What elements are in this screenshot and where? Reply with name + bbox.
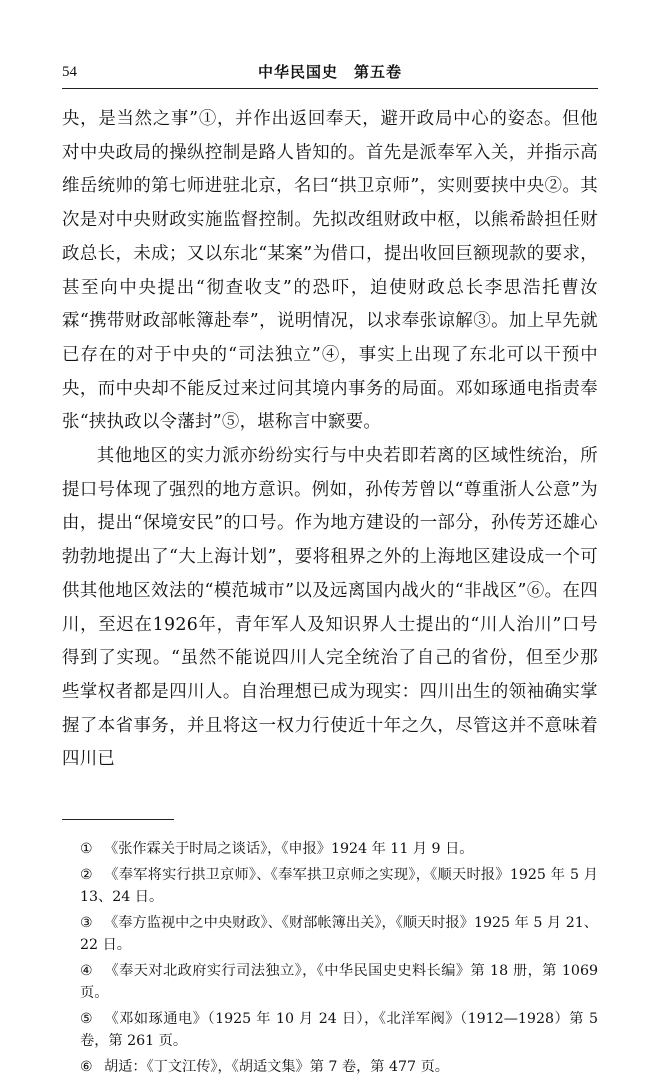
footnote-1 bbox=[62, 838, 598, 860]
footnote-mark: ① bbox=[80, 841, 93, 858]
paragraph-continued: 央，是当然之事”①，并作出返回奉天，避开政局中心的姿态。但他对中央政局的操纵控制是路人皆知的。首先是派奉军入关，并指示高维岳统帅的第七师进驻北京，名曰“拱卫京师”，实则要挟中央②。其次是对中央财政实施监督控制。先拟改组财政中枢，以熊希龄担任财政总长，未成；又以东北“某案”为借口，提出收回巨额现款的要求，甚至向中央提出“彻查收支”的恐吓，迫使财政总长李思浩托曹汝霖“携带财政部帐簿赴奉”，说明情况，以求奉张谅解③。加上早先就已存在的对于中央的“司法独立”④，事实上出现了东北可以干预中央，而中央却不能反过来过问其境内事务的局面。邓如琢通电指责奉张“挟执政以令藩封”⑤，堪称言中窾要。 bbox=[62, 109, 598, 433]
footnote-6 bbox=[62, 1056, 598, 1078]
book-page bbox=[62, 58, 598, 1082]
footnotes bbox=[62, 838, 598, 1078]
footnote-text: 胡适：《丁文江传》，《胡适文集》第 7 卷，第 477 页。 bbox=[104, 1059, 449, 1076]
footnote-mark: ④ bbox=[80, 963, 93, 980]
paragraph-regional-rule: 其他地区的实力派亦纷纷实行与中央若即若离的区域性统治，所提口号体现了强烈的地方意识。例如，孙传芳曾以“尊重浙人公意”为由，提出“保境安民”的口号。作为地方建设的一部分，孙传芳还雄心勃勃地提出了“大上海计划”，要将租界之外的上海地区建设成一个可供其他地区效法的“模范城市”以及远离国内战火的“非战区”⑥。在四川，至迟在1926年，青年军人及知识界人士提出的“川人治川”口号得到了实现。“虽然不能说四川人完全统治了自己的省份，但至少那些掌权者都是四川人。自治理想已成为现实：四川出生的领袖确实掌握了本省事务，并且将这一权力行使近十年之久，尽管这并不意味着四川已 bbox=[62, 446, 598, 770]
footnote-text: 《张作霖关于时局之谈话》，《申报》1924 年 11 月 9 日。 bbox=[104, 841, 474, 858]
footnote-mark: ③ bbox=[80, 915, 93, 932]
header-rule bbox=[62, 88, 598, 89]
footnote-text: 《奉军将实行拱卫京师》、《奉军拱卫京师之实现》，《顺天时报》1925 年 5 月 13、24 日。 bbox=[80, 867, 598, 906]
body-text bbox=[62, 103, 598, 777]
footnote-text: 《邓如琢通电》（1925 年 10 月 24 日），《北洋军阀》（1912—1928）第 5 卷，第 261 页。 bbox=[80, 1011, 598, 1050]
footnote-text: 《奉天对北政府实行司法独立》，《中华民国史史料长编》第 18 册，第 1069 页。 bbox=[80, 963, 598, 1002]
page-header bbox=[62, 58, 598, 86]
footnote-mark: ⑤ bbox=[80, 1011, 93, 1028]
footnote-3 bbox=[62, 912, 598, 956]
footnote-2 bbox=[62, 864, 598, 908]
running-title: 中华民国史 第五卷 bbox=[257, 63, 402, 81]
footnote-mark: ② bbox=[80, 867, 93, 884]
footnote-text: 《奉方监视中之中央财政》、《财部帐簿出关》，《顺天时报》1925 年 5 月 21、22 日。 bbox=[80, 915, 598, 954]
footnote-mark: ⑥ bbox=[80, 1059, 93, 1076]
footnote-rule bbox=[62, 819, 174, 820]
footnote-5 bbox=[62, 1008, 598, 1052]
footnote-4 bbox=[62, 960, 598, 1004]
page-number: 54 bbox=[62, 64, 77, 80]
